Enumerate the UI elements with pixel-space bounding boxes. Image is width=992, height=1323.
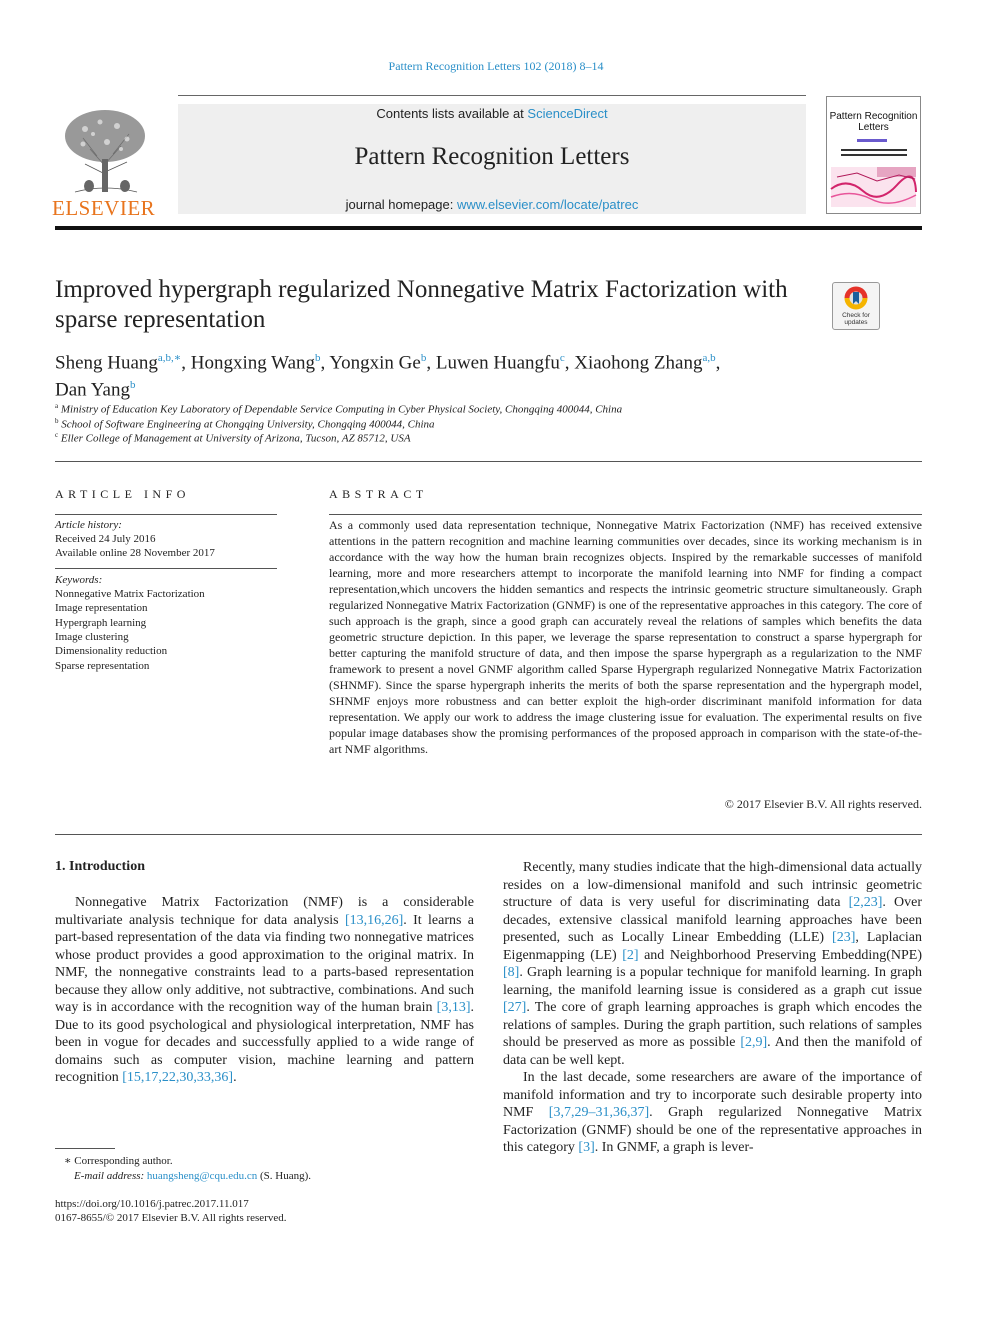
paragraph-text: In the last decade, some researchers are aware of the importance of manifold information and try to incorporate such desirable property into NMF [503, 1070, 922, 1120]
author-name[interactable]: Hongxing Wang [190, 352, 316, 374]
paragraph-text: . Graph regularized Nonnegative Matrix Factorization (GNMF) should be one of the representative approaches in this category [503, 1105, 922, 1155]
author-name[interactable]: Yongxin Ge [329, 352, 421, 374]
citation-link[interactable]: [15,17,22,30,33,36] [122, 1070, 234, 1085]
left-column [55, 894, 474, 1087]
homepage-link[interactable]: www.elsevier.com/locate/patrec [456, 197, 639, 212]
right-column [503, 859, 922, 1157]
abstract-copyright: © 2017 Elsevier B.V. All rights reserved. [724, 797, 922, 811]
paragraph-text: . And then the manifold of data can be well kept. [503, 1035, 922, 1068]
journal-reference[interactable]: Pattern Recognition Letters 102 (2018) 8–14 [388, 59, 604, 73]
affiliation-marker: c [55, 431, 59, 439]
keywords-label: Keywords: [55, 574, 103, 586]
author-name[interactable]: Sheng Huang [55, 352, 158, 374]
citation-link[interactable]: [27] [503, 1000, 527, 1015]
available-date: Available online 28 November 2017 [55, 547, 215, 559]
affiliation-marker: b [55, 417, 59, 425]
elsevier-wordmark: ELSEVIER [52, 196, 156, 220]
keyword-item: Nonnegative Matrix Factorization [55, 588, 205, 600]
citation-link[interactable]: [3,7,29–31,36,37] [548, 1105, 650, 1120]
check-for-updates-button[interactable] [832, 282, 880, 330]
keyword-item: Image clustering [55, 631, 129, 643]
doi-link[interactable]: https://doi.org/10.1016/j.patrec.2017.11.017 [55, 1198, 249, 1210]
affiliation-text: Eller College of Management at University of Arizona, Tucson, AZ 85712, USA [60, 432, 411, 445]
intro-paragraph [503, 859, 922, 1069]
author-list [55, 347, 795, 402]
paragraph-text: Nonnegative Matrix Factorization (NMF) is a considerable multivariate analysis technique for data analysis [55, 895, 474, 928]
author-separator: , [181, 352, 191, 374]
keyword-item: Image representation [55, 602, 148, 614]
author-name[interactable]: Xiaohong Zhang [574, 352, 703, 374]
article-title: Improved hypergraph regularized Nonnegative Matrix Factorization with sparse representation [55, 276, 788, 333]
footnote-rule [55, 1148, 115, 1149]
affiliation-marker: a [55, 402, 59, 410]
contents-line [178, 106, 806, 121]
keywords-rule [55, 568, 277, 569]
paragraph-text: . In GNMF, a graph is lever- [594, 1140, 754, 1155]
history-label: Article history: [55, 519, 122, 531]
check-updates-label: Check for updates [842, 312, 870, 326]
affiliation-c [55, 431, 411, 445]
cover-graphic [827, 97, 920, 213]
paragraph-text: Recently, many studies indicate that the high-dimensional data actually resides on a low-dimensional manifold and such intrinsic geometric structure of data is very useful for discriminating data [503, 860, 922, 910]
intro-paragraph [55, 894, 474, 1087]
author-affiliation-marker[interactable]: b [129, 379, 136, 392]
paragraph-text: . Over decades, extensive classical manifold learning approaches have been presented, such as Locally Linear Embedding (LLE) [503, 895, 922, 945]
citation-link[interactable]: [3,13] [436, 1000, 471, 1015]
keyword-item: Hypergraph learning [55, 617, 147, 629]
affiliation-text: School of Software Engineering at Chongqing University, Chongqing 400044, China [61, 418, 435, 431]
email-label: E-mail address: [74, 1170, 147, 1182]
homepage-prefix: journal homepage: [345, 197, 457, 212]
article-info-heading: ARTICLE INFO [55, 487, 190, 501]
masthead-divider [55, 226, 922, 230]
homepage-line [178, 197, 806, 212]
author-separator: , [426, 352, 436, 374]
paragraph-text: . Due to its good psychological and physiological interpretation, NMF has been in vogue for decades and successfully applied to a wide range of domains such as computer vision, machine learning and pattern recognition [55, 1000, 474, 1085]
keyword-item: Sparse representation [55, 660, 150, 672]
intro-paragraph [503, 1069, 922, 1157]
author-affiliation-marker[interactable]: a,b [702, 352, 716, 364]
author-affiliation-marker[interactable]: a,b,∗ [157, 352, 182, 364]
citation-link[interactable]: [8] [503, 965, 520, 980]
paragraph-text: . It learns a part-based representation of the data via finding two nonnegative matrices whose product provides a good approximation to the original matrix. In NMF, the nonnegative constraints lead to a parts-based representation because they allow only additive, not subtractive, combinations. And such way is in accordance with the recognition way of the human brain [55, 912, 474, 1015]
author-separator: , [715, 352, 721, 374]
journal-cover[interactable] [826, 96, 921, 214]
email-note [74, 1170, 311, 1182]
paragraph-text: and Neighborhood Preserving Embedding(NPE) [638, 947, 922, 963]
received-date: Received 24 July 2016 [55, 533, 156, 545]
keyword-item: Dimensionality reduction [55, 645, 168, 657]
author-name[interactable]: Dan Yang [55, 379, 130, 401]
citation-link[interactable]: [3] [578, 1140, 595, 1155]
journal-title: Pattern Recognition Letters [354, 143, 630, 170]
masthead-rule [178, 95, 806, 96]
citation-link[interactable]: [13,16,26] [344, 912, 404, 928]
affiliation-text: Ministry of Education Key Laboratory of Dependable Service Computing in Cyber Physical Society, Chongqing 400044, China [60, 403, 623, 416]
paragraph-text: , Laplacian Eigenmapping (LE) [503, 930, 923, 963]
author-separator: , [320, 352, 330, 374]
abstract-rule [329, 514, 922, 515]
citation-link[interactable]: [23] [832, 930, 856, 945]
affiliation-a [55, 402, 622, 416]
author-affiliation-marker[interactable]: b [315, 352, 321, 364]
email-link[interactable]: huangsheng@cqu.edu.cn [146, 1170, 258, 1182]
article-info-rule [55, 514, 277, 515]
affiliation-b [55, 417, 435, 431]
affiliation-divider [55, 461, 922, 462]
contents-prefix: Contents lists available at [376, 106, 528, 121]
author-separator: , [564, 352, 575, 374]
author-name[interactable]: Luwen Huangfu [435, 352, 560, 374]
email-suffix: (S. Huang). [257, 1170, 312, 1182]
abstract-divider [55, 834, 922, 835]
corresponding-author-note: ∗ Corresponding author. [64, 1155, 173, 1167]
paragraph-text: . Graph learning is a popular technique for manifold learning. In graph learning, the manifold learning issue is considered as a graph cut issue [503, 965, 922, 998]
abstract-text: As a commonly used data representation technique, Nonnegative Matrix Factorization (NMF) has received extensive attentions in the pattern recognition and machine learning communities over decades, since its working mechanism is in accordance with the way how the human brain recognizes objects. Inspired by the remarkable successes of manifold learning, more and more researchers attempt to incorporate the manifold learning into NMF for finding a compact representation,which uncovers the hidden semantics and respects the intrinsic geometric structure simultaneously. Graph regularized Nonnegative Matrix Factorization (GNMF) is one of the representative approaches in this category. The core of such approach is the graph, since a good graph can accurately reveal the relations of samples which benefits the data geometric structure depiction. In this paper, we leverage the sparse representation to construct a sparse hypergraph for better capturing the manifold structure of data, and then impose the sparse hypergraph as a regularization to the NMF framework to present a novel GNMF algorithm called Sparse Hypergraph regularized Nonnegative Matrix Factorization (SHNMF). Since the sparse hypergraph inherits the merits of both the sparse representation and the hypergraph model, SHNMF enjoys more robustness and can better exploit the high-order discriminant manifold information for data representation. We apply our work to address the image clustering issue for evaluation. The experimental results on five popular image databases show the promising performances of the proposed approach in comparison with the state-of-the-art NMF algorithms. [329, 518, 922, 756]
citation-link[interactable]: [2] [622, 947, 639, 963]
citation-link[interactable]: [2,23] [848, 895, 883, 910]
cover-title: Pattern Recognition Letters [829, 111, 918, 133]
abstract-heading: ABSTRACT [329, 487, 428, 501]
check-updates-icon [833, 283, 879, 313]
paragraph-text: . [233, 1070, 237, 1085]
author-affiliation-marker[interactable]: c [559, 352, 565, 364]
citation-link[interactable]: [2,9] [740, 1035, 768, 1050]
author-affiliation-marker[interactable]: b [420, 352, 427, 364]
issn-line: 0167-8655/© 2017 Elsevier B.V. All rights reserved. [55, 1212, 287, 1224]
sciencedirect-link[interactable]: ScienceDirect [527, 106, 608, 121]
introduction-heading: 1. Introduction [55, 859, 145, 874]
paragraph-text: . The core of graph learning approaches is graph which encodes the relations of samples. During the graph partition, such relations of samples should be preserved as more as possible [503, 1000, 922, 1050]
